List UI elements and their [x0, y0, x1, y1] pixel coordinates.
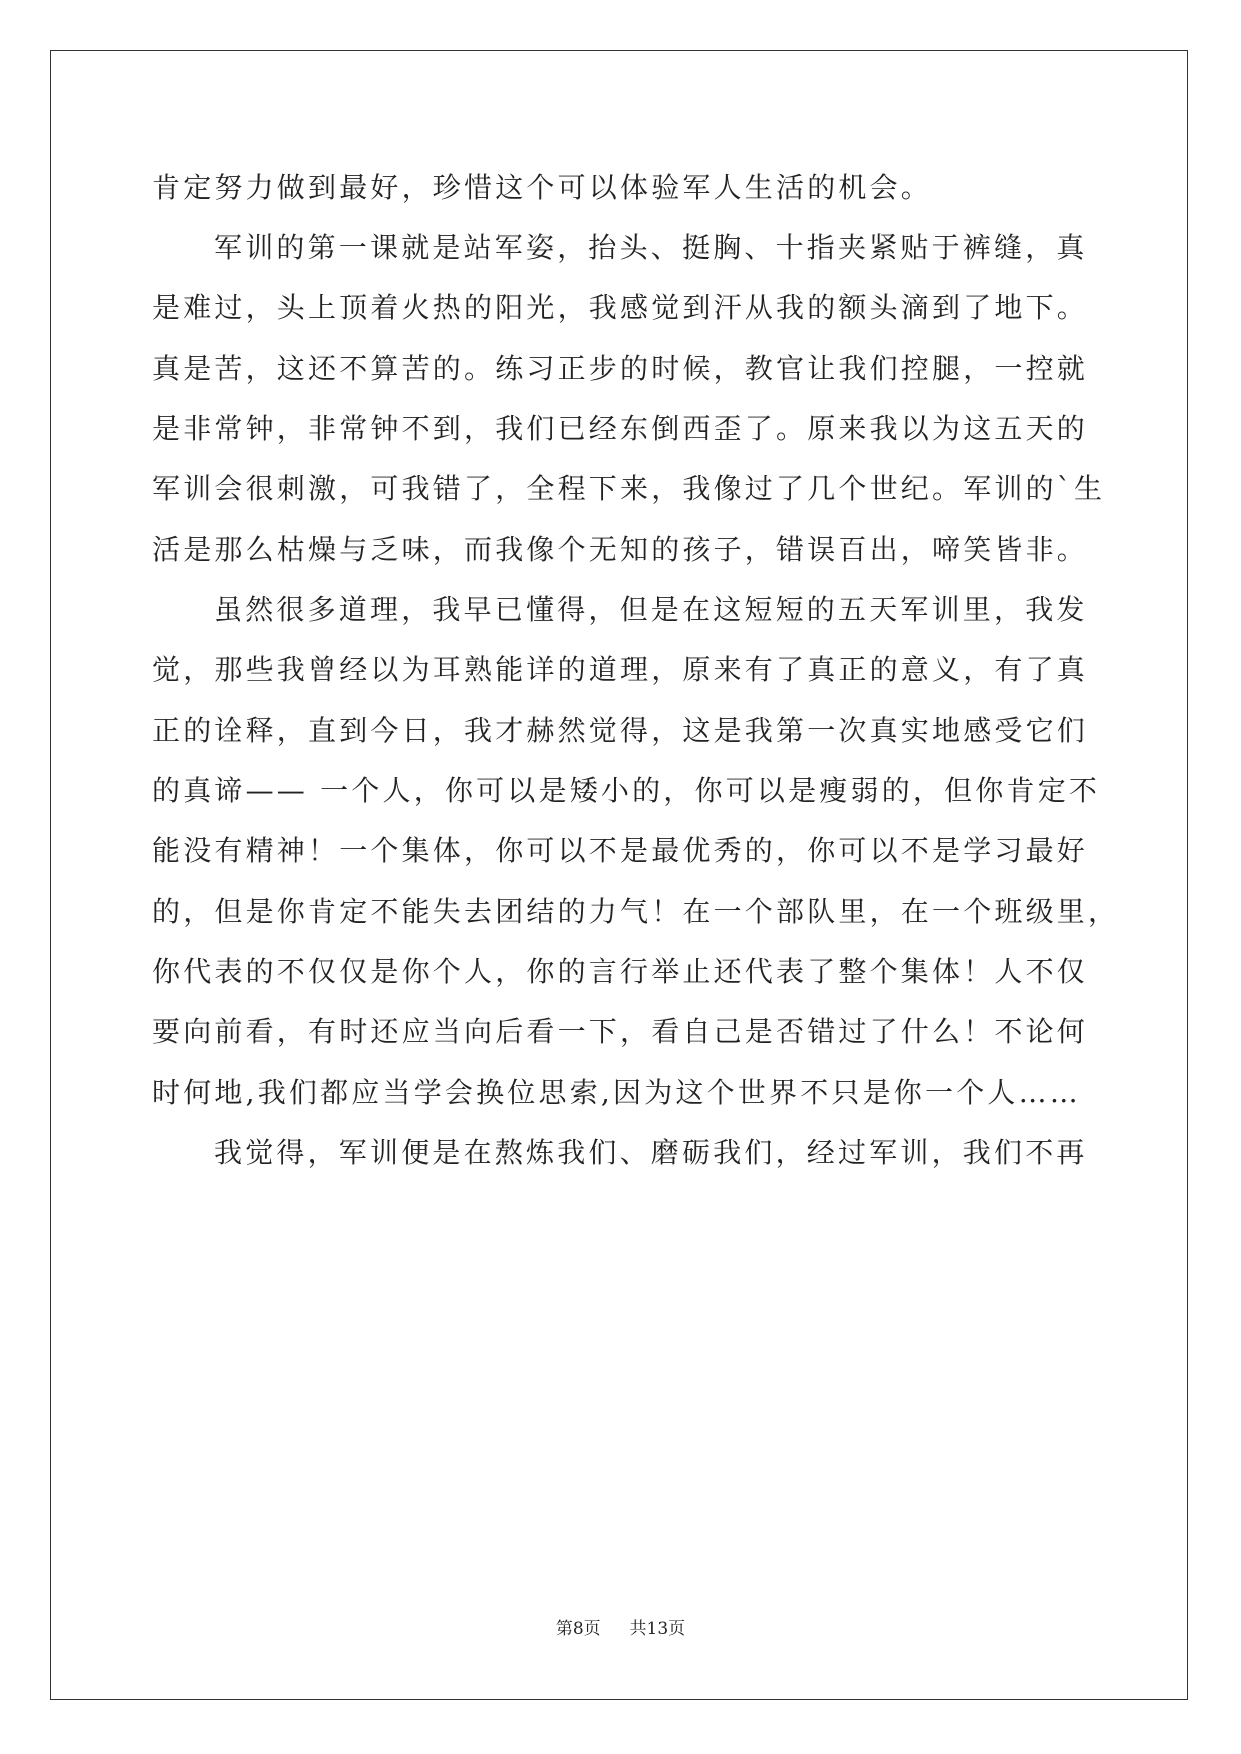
- text-line: 的真谛—— 一个人，你可以是矮小的，你可以是瘦弱的，但你肯定不: [152, 774, 1101, 807]
- text-line: 要向前看，有时还应当向后看一下，看自己是否错过了什么！不论何: [152, 1015, 1089, 1048]
- text-line: 虽然很多道理，我早已懂得，但是在这短短的五天军训里，我发: [214, 593, 1088, 626]
- text-line: 的，但是你肯定不能失去团结的力气！在一个部队里，在一个班级里，: [152, 895, 1120, 928]
- text-line: 觉，那些我曾经以为耳熟能详的道理，原来有了真正的意义，有了真: [152, 653, 1089, 686]
- text-line: 是难过，头上顶着火热的阳光，我感觉到汗从我的额头滴到了地下。: [152, 291, 1089, 324]
- page-number: 第8页: [555, 1619, 601, 1639]
- text-line: 军训会很刺激，可我错了，全程下来，我像过了几个世纪。军训的`生: [152, 472, 1106, 505]
- page-total: 共13页: [629, 1619, 686, 1639]
- text-line: 能没有精神！一个集体，你可以不是最优秀的，你可以不是学习最好: [152, 834, 1089, 867]
- text-line: 是非常钟，非常钟不到，我们已经东倒西歪了。原来我以为这五天的: [152, 412, 1089, 445]
- text-line: 肯定努力做到最好，珍惜这个可以体验军人生活的机会。: [152, 171, 933, 204]
- text-line: 你代表的不仅仅是你个人，你的言行举止还代表了整个集体！人不仅: [152, 955, 1089, 988]
- text-line: 活是那么枯燥与乏味，而我像个无知的孩子，错误百出，啼笑皆非。: [152, 533, 1089, 566]
- text-line: 我觉得，军训便是在熬炼我们、磨砺我们，经过军训，我们不再: [214, 1136, 1088, 1169]
- text-line: 军训的第一课就是站军姿，抬头、挺胸、十指夹紧贴于裤缝，真: [214, 231, 1088, 264]
- page-footer: [0, 1614, 1241, 1639]
- text-line: 真是苦，这还不算苦的。练习正步的时候，教官让我们控腿，一控就: [152, 352, 1089, 385]
- text-line: 正的诠释，直到今日，我才赫然觉得，这是我第一次真实地感受它们: [152, 714, 1089, 747]
- text-line: 时何地,我们都应当学会换位思索,因为这个世界不只是你一个人……: [152, 1076, 1082, 1109]
